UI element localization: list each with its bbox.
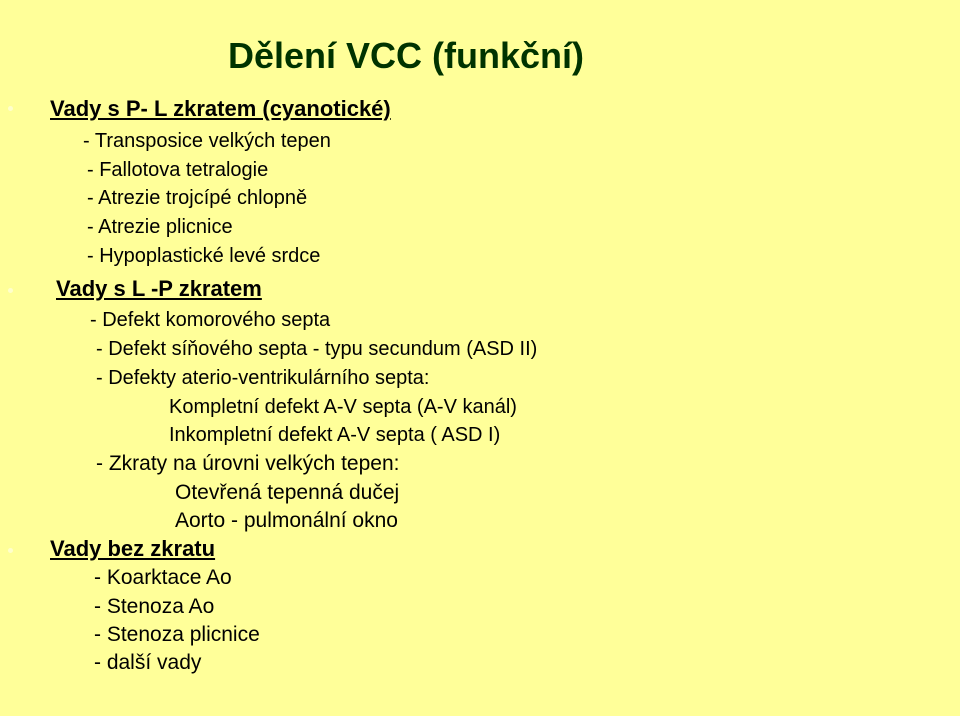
section-heading-l-p: Vady s L -P zkratem (56, 276, 262, 301)
slide-title: Dělení VCC (funkční) (228, 35, 585, 76)
section-heading-p-l: Vady s P- L zkratem (cyanotické) (50, 96, 391, 121)
list-item: Inkompletní defekt A-V septa ( ASD I) (169, 424, 501, 446)
bullet-dot (8, 548, 13, 553)
list-item: - Fallotova tetralogie (87, 159, 269, 181)
list-item: - Transposice velkých tepen (83, 130, 331, 152)
list-item: - Koarktace Ao (94, 566, 232, 589)
section-heading-no-shunt: Vady bez zkratu (50, 536, 216, 561)
list-item: Aorto - pulmonální okno (175, 509, 398, 532)
list-item: - Stenoza plicnice (94, 623, 260, 646)
list-item: - Defekty aterio-ventrikulárního septa: (96, 367, 430, 389)
list-item: - Atrezie plicnice (87, 216, 233, 238)
list-item: - Hypoplastické levé srdce (87, 245, 321, 267)
list-item: - další vady (94, 651, 202, 674)
list-item: Otevřená tepenná dučej (175, 481, 400, 504)
list-item: - Defekt síňového septa - typu secundum (ASD II) (96, 338, 538, 360)
bullet-dot (8, 106, 13, 111)
list-item: - Atrezie trojcípé chlopně (87, 187, 308, 209)
list-item: Kompletní defekt A-V septa (A-V kanál) (169, 396, 517, 418)
list-item: - Defekt komorového septa (90, 309, 331, 331)
list-item: - Stenoza Ao (94, 595, 215, 618)
bullet-dot (8, 288, 13, 293)
list-item: - Zkraty na úrovni velkých tepen: (96, 452, 400, 475)
